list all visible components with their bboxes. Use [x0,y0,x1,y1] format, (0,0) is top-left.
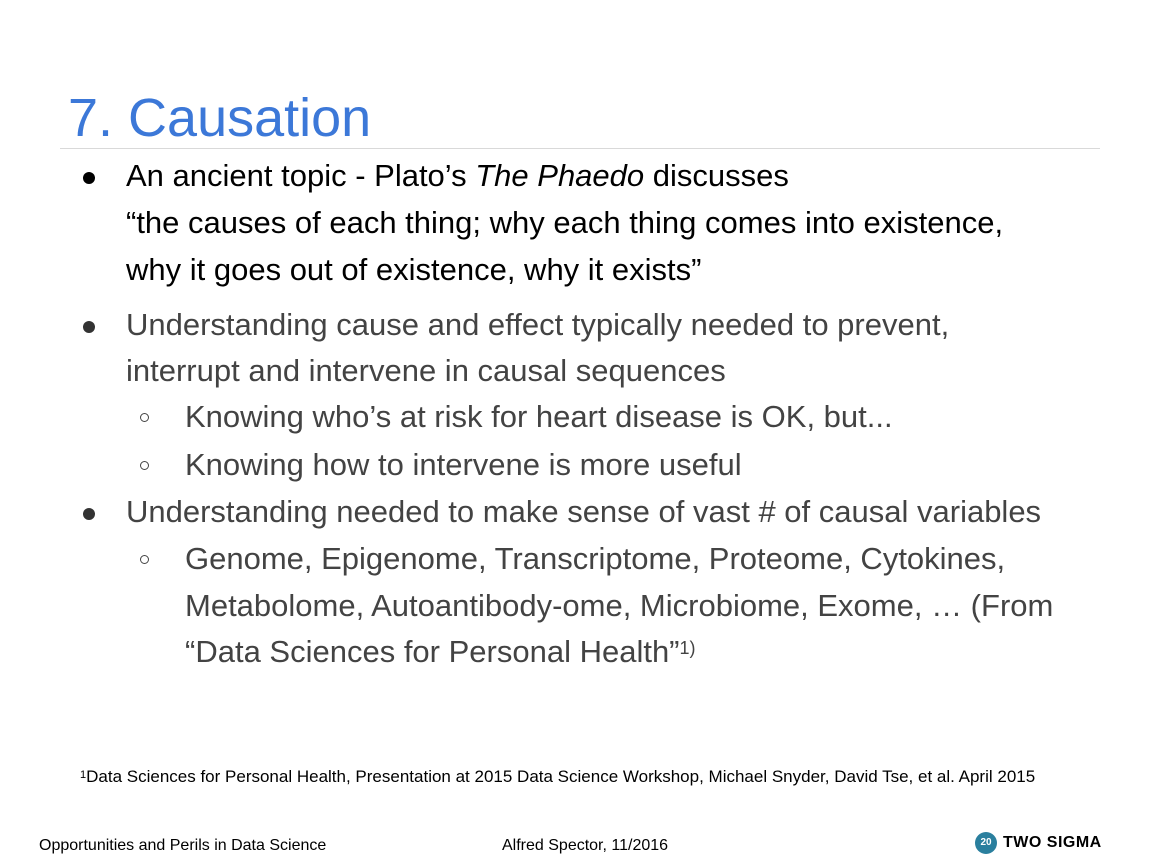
subbullet-3-1-line-1: Genome, Epigenome, Transcriptome, Proteome, Cytokines, [185,541,1006,576]
subbullet-ring-2-1 [140,413,149,422]
footer-presentation-title: Opportunities and Perils in Data Science [39,837,327,854]
subbullet-2-2-line-1: Knowing how to intervene is more useful [185,447,742,482]
bullet-dot-2 [83,321,95,333]
two-sigma-logo-text: TWO SIGMA [1003,834,1102,851]
bullet-1-line-3: why it goes out of existence, why it exists” [126,252,702,287]
bullet-1-line-2: “the causes of each thing; why each thing comes into existence, [126,205,1004,240]
footnote-text: Data Sciences for Personal Health, Presentation at 2015 Data Science Workshop, Michael Snyder, David Tse, et al. April 2015 [86,767,1036,786]
bullet-2-line-1: Understanding cause and effect typically needed to prevent, [126,307,950,342]
bullet-dot-1 [83,172,95,184]
bullet-1-text-italic: The Phaedo [475,158,645,193]
title-divider [60,148,1100,149]
subbullet-3-1-line-3 [185,632,696,672]
bullet-2-line-2: interrupt and intervene in causal sequences [126,353,726,388]
bullet-3-line-1: Understanding needed to make sense of vast # of causal variables [126,494,1042,529]
subbullet-3-1-line-2: Metabolome, Autoantibody-ome, Microbiome, Exome, … (From [185,588,1054,623]
two-sigma-logo [975,832,1102,854]
bullet-dot-3 [83,508,95,520]
bullet-1-line-1 [126,156,789,196]
footnote [80,766,1140,788]
bullet-1-text-post: discusses [644,158,789,193]
bullet-1-text-pre: An ancient topic - Plato’s [126,158,476,193]
subbullet-3-1-line-3-text: “Data Sciences for Personal Health” [185,634,680,669]
subbullet-2-1-line-1: Knowing who’s at risk for heart disease is OK, but... [185,399,893,434]
footnote-marker: 1 [80,769,87,781]
subbullet-ring-2-2 [140,461,149,470]
slide-title: 7. Causation [68,88,372,148]
subbullet-ring-3-1 [140,555,149,564]
footnote-reference: 1) [679,638,696,658]
footer-author-date: Alfred Spector, 11/2016 [502,837,669,854]
two-sigma-logo-icon: 20 [975,832,997,854]
